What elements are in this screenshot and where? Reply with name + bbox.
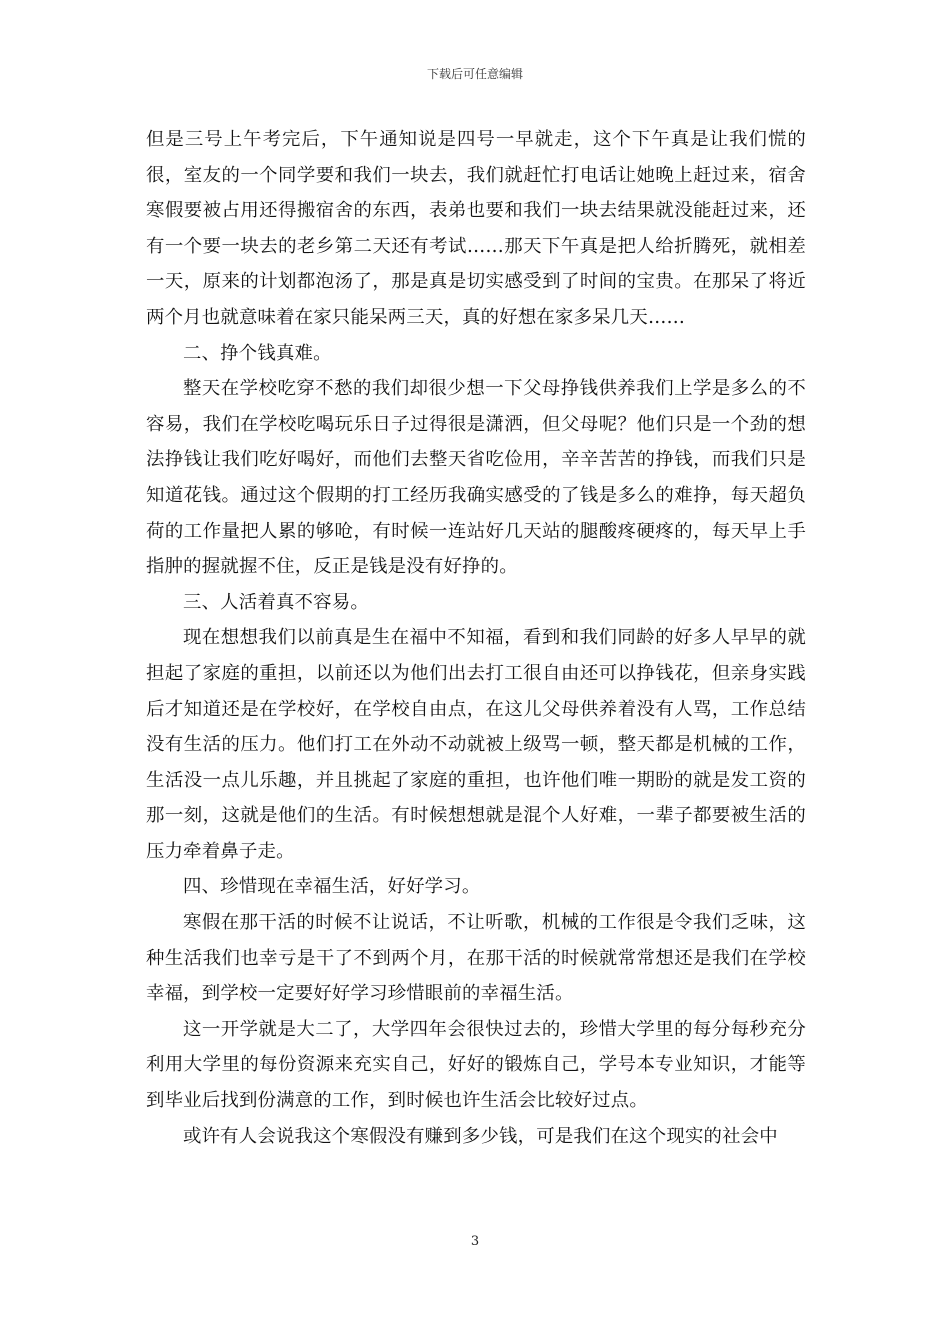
page-header	[0, 66, 950, 82]
header-text: 下载后可任意编辑	[426, 67, 523, 81]
paragraph-5: 这一开学就是大二了，大学四年会很快过去的，珍惜大学里的每分每秒充分利用大学里的每份资源来充实自己，好好的锻炼自己，学号本专业知识，才能等到毕业后找到份满意的工作，到时候也许生活会比较好过点。	[146, 1018, 806, 1112]
paragraph-3: 现在想想我们以前真是生在福中不知福，看到和我们同龄的好多人早早的就担起了家庭的重担，以前还以为他们出去打工很自由还可以挣钱花，但亲身实践后才知道还是在学校好，在学校自由点，在这儿父母供养着没有人骂，工作总结没有生活的压力。他们打工在外动不动就被上级骂一顿，整天都是机械的工作，生活没一点儿乐趣，并且挑起了家庭的重担，也许他们唯一期盼的就是发工资的那一刻，这就是他们的生活。有时候想想就是混个人好难，一辈子都要被生活的压力牵着鼻子走。	[146, 627, 806, 862]
page-number	[0, 1234, 950, 1250]
paragraph-1: 但是三号上午考完后，下午通知说是四号一早就走，这个下午真是让我们慌的很，室友的一个同学要和我们一块去，我们就赶忙打电话让她晚上赶过来，宿舍寒假要被占用还得搬宿舍的东西，表弟也要和我们一块去结果就没能赶过来，还有一个要一块去的老乡第二天还有考试……那天下午真是把人给折腾死，就相差一天，原来的计划都泡汤了，那是真是切实感受到了时间的宝贵。在那呆了将近两个月也就意味着在家只能呆两三天，真的好想在家多呆几天……	[146, 129, 806, 328]
paragraph-2: 整天在学校吃穿不愁的我们却很少想一下父母挣钱供养我们上学是多么的不容易，我们在学校吃喝玩乐日子过得很是潇洒，但父母呢？他们只是一个劲的想法挣钱让我们吃好喝好，而他们去整天省吃俭用，辛辛苦苦的挣钱，而我们只是知道花钱。通过这个假期的打工经历我确实感受的了钱是多么的难挣，每天超负荷的工作量把人累的够呛，有时候一连站好几天站的腿酸疼硬疼的，每天早上手指肿的握就握不住，反正是钱是没有好挣的。	[146, 378, 806, 578]
paragraph-4: 寒假在那干活的时候不让说话，不让听歌，机械的工作很是令我们乏味，这种生活我们也幸亏是干了不到两个月，在那干活的时候就常常想还是我们在学校幸福，到学校一定要好好学习珍惜眼前的幸福生活。	[146, 912, 806, 1005]
paragraph-6: 或许有人会说我这个寒假没有赚到多少钱，可是我们在这个现实的社会中	[183, 1125, 778, 1147]
section-heading-2: 二、挣个钱真难。	[183, 342, 332, 364]
document-body	[146, 122, 806, 1154]
page-number-text: 3	[470, 1234, 480, 1249]
section-heading-3: 三、人活着真不容易。	[183, 591, 369, 613]
section-heading-4: 四、珍惜现在幸福生活，好好学习。	[183, 876, 481, 898]
